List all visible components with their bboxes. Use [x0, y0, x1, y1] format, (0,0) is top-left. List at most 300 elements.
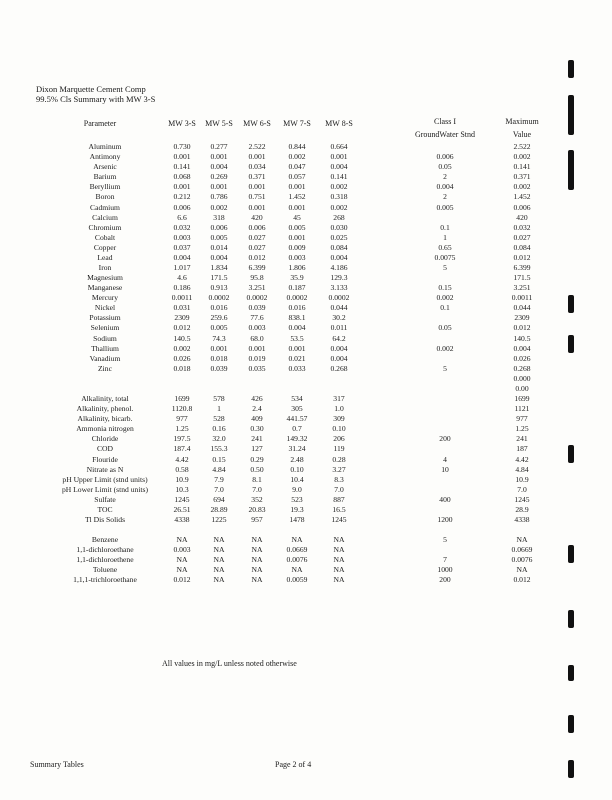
parameter-cell: Zinc	[98, 363, 112, 373]
parameter-cell: Lead	[97, 252, 113, 262]
value-cell: 0.371	[248, 172, 266, 182]
table-row	[0, 273, 612, 283]
value-cell: 3.133	[330, 283, 348, 293]
value-cell: 0.003	[248, 323, 266, 333]
value-cell: 0.003	[173, 545, 191, 555]
value-cell: 0.16	[212, 424, 226, 434]
value-cell: 0.031	[173, 303, 191, 313]
standard-cell: 5	[443, 363, 447, 373]
value-cell: NA	[251, 575, 263, 585]
value-cell: 0.001	[330, 152, 348, 162]
value-cell: 3.251	[248, 283, 266, 293]
value-cell: 28.89	[210, 504, 228, 514]
value-cell: 0.004	[330, 162, 348, 172]
value-cell: 127	[251, 444, 263, 454]
value-cell: 140.5	[173, 333, 191, 343]
table-row	[0, 364, 612, 374]
value-cell: 977	[176, 414, 188, 424]
value-cell: 1	[217, 404, 221, 414]
value-cell: 0.212	[173, 192, 191, 202]
value-cell: 441.57	[286, 414, 308, 424]
standard-cell: 0.002	[436, 293, 454, 303]
value-cell: 0.004	[330, 252, 348, 262]
value-cell: 0.001	[288, 202, 306, 212]
parameter-cell: COD	[96, 444, 114, 454]
value-cell: 8.3	[334, 474, 344, 484]
value-cell: 171.5	[210, 273, 228, 282]
parameter-cell: Mercury	[91, 293, 119, 303]
value-cell: NA	[213, 565, 225, 575]
value-cell: 32.0	[212, 434, 226, 444]
value-cell: 309	[333, 414, 345, 424]
value-cell: NA	[213, 535, 225, 545]
table-row	[0, 162, 612, 172]
standard-cell: 0.002	[436, 343, 454, 353]
value-cell: 0.026	[173, 353, 191, 363]
value-cell: 1.452	[288, 192, 306, 202]
table-row	[0, 434, 612, 444]
table-row	[0, 243, 612, 253]
parameter-cell: 1,1-dichloroethane	[76, 545, 134, 555]
table-row	[0, 505, 612, 515]
maximum-cell: 241	[516, 434, 528, 444]
binder-mark	[568, 60, 574, 78]
standard-cell: 5	[443, 535, 447, 545]
value-cell: 0.006	[210, 222, 228, 232]
value-cell: 409	[251, 414, 263, 424]
value-cell: 0.10	[290, 464, 304, 474]
col-header-parameter: Parameter	[83, 119, 117, 128]
value-cell: 0.004	[288, 323, 306, 333]
value-cell: 0.039	[210, 363, 228, 373]
maximum-cell: 140.5	[513, 333, 531, 343]
value-cell: 0.002	[173, 343, 191, 353]
value-cell: 0.005	[210, 323, 228, 333]
value-cell: 0.0669	[286, 545, 308, 555]
value-cell: NA	[333, 535, 345, 545]
value-cell: 2.522	[248, 142, 266, 151]
maximum-cell: 4.84	[515, 464, 529, 474]
value-cell: 7.0	[214, 484, 224, 494]
value-cell: 1.834	[210, 263, 228, 272]
value-cell: 0.006	[173, 202, 191, 212]
parameter-cell: Cobalt	[94, 232, 116, 242]
standard-cell: 0.1	[440, 303, 450, 313]
standard-cell: 0.15	[438, 283, 452, 293]
table-row	[0, 374, 612, 384]
value-cell: 6.6	[177, 212, 187, 222]
maximum-cell: 1245	[514, 494, 530, 504]
col-header-maximum-line2: Value	[512, 130, 532, 139]
value-cell: 197.5	[173, 434, 191, 444]
parameter-cell: Boron	[95, 192, 115, 202]
parameter-cell: Magnesium	[87, 273, 123, 282]
value-cell: 0.0002	[246, 293, 268, 303]
binder-mark	[568, 665, 574, 681]
value-cell: 0.027	[248, 232, 266, 242]
col-header-class1	[405, 117, 485, 140]
parameter-cell: 1,1-dichloroethene	[76, 555, 134, 565]
value-cell: 53.5	[290, 333, 304, 343]
value-cell: 0.021	[288, 353, 306, 363]
binder-mark	[568, 715, 574, 733]
table-row	[0, 233, 612, 243]
report-subtitle: 99.5% Cls Summary with MW 3-S	[36, 94, 156, 104]
table-row	[0, 414, 612, 424]
maximum-cell: 28.9	[515, 504, 529, 514]
standard-cell: 400	[439, 494, 451, 504]
table-row	[0, 323, 612, 333]
value-cell: NA	[291, 535, 303, 545]
binder-mark	[568, 760, 574, 778]
value-cell: 0.004	[210, 162, 228, 172]
parameter-cell: Iron	[98, 263, 112, 272]
maximum-cell: 1699	[514, 394, 530, 403]
value-cell: 4.6	[177, 273, 187, 282]
table-row	[0, 283, 612, 293]
value-cell: 0.730	[173, 142, 191, 151]
value-cell: 95.8	[250, 273, 264, 282]
value-cell: NA	[176, 535, 188, 545]
maximum-cell: 0.371	[513, 172, 531, 182]
value-cell: 0.016	[288, 303, 306, 313]
binder-mark	[568, 295, 574, 313]
parameter-cell: Ammonia nitrogen	[76, 424, 134, 434]
parameter-cell: Vanadium	[89, 353, 121, 363]
maximum-cell: 187	[516, 444, 528, 454]
value-cell: 64.2	[332, 333, 346, 343]
maximum-cell: 6.399	[513, 263, 531, 272]
parameter-cell: Sulfate	[94, 494, 116, 504]
table-row	[0, 384, 612, 394]
value-cell: NA	[333, 545, 345, 555]
value-cell: 4.42	[175, 454, 189, 464]
value-cell: 149.32	[286, 434, 308, 444]
value-cell: 578	[213, 394, 225, 403]
binder-mark	[568, 95, 574, 135]
value-cell: 1699	[174, 394, 190, 403]
value-cell: NA	[176, 555, 188, 565]
table-row	[0, 535, 612, 545]
parameter-cell: Cadmium	[90, 202, 120, 212]
value-cell: 4338	[174, 515, 190, 524]
value-cell: 1478	[289, 515, 305, 524]
maximum-cell: 0.044	[513, 303, 531, 313]
value-cell: 0.025	[330, 232, 348, 242]
value-cell: 0.913	[210, 283, 228, 293]
value-cell: NA	[333, 555, 345, 565]
col-header-mw3s: MW 3-S	[168, 119, 196, 128]
value-cell: 0.001	[248, 202, 266, 212]
value-cell: 1245	[331, 515, 347, 524]
table-row	[0, 515, 612, 525]
parameter-cell: Benzene	[91, 535, 119, 545]
value-cell: 0.001	[210, 343, 228, 353]
value-cell: NA	[213, 555, 225, 565]
maximum-cell: 4338	[514, 515, 530, 524]
parameter-cell: Alkalinity, phenol.	[76, 404, 134, 414]
value-cell: 1225	[211, 515, 227, 524]
value-cell: 26.51	[173, 504, 191, 514]
col-header-maximum-line1: Maximum	[505, 117, 539, 126]
value-cell: 0.001	[288, 182, 306, 192]
value-cell: 0.084	[330, 242, 348, 252]
value-cell: 8.1	[252, 474, 262, 484]
value-cell: NA	[176, 565, 188, 575]
maximum-cell: 1.452	[513, 192, 531, 202]
maximum-cell: 4.42	[515, 454, 529, 464]
value-cell: 0.003	[173, 232, 191, 242]
value-cell: 0.016	[210, 303, 228, 313]
value-cell: 0.15	[212, 454, 226, 464]
parameter-cell: Manganese	[87, 283, 123, 293]
table-row	[0, 424, 612, 434]
value-cell: 45	[293, 212, 301, 222]
standard-cell: 0.05	[438, 162, 452, 172]
footer-left: Summary Tables	[30, 760, 84, 769]
maximum-cell: 2309	[514, 313, 530, 323]
value-cell: 0.018	[173, 363, 191, 373]
parameter-cell: Barium	[93, 172, 117, 182]
value-cell: 7.0	[334, 484, 344, 494]
col-header-class1-line2: GroundWater Stnd	[414, 130, 475, 139]
parameter-cell: Calcium	[92, 212, 118, 222]
value-cell: 0.10	[332, 424, 346, 434]
value-cell: 0.187	[288, 283, 306, 293]
value-cell: 31.24	[288, 444, 306, 454]
value-cell: 20.83	[248, 504, 266, 514]
value-cell: 0.034	[248, 162, 266, 172]
value-cell: 206	[333, 434, 345, 444]
value-cell: 129.3	[330, 273, 348, 282]
maximum-cell: 0.00	[515, 383, 529, 393]
parameter-cell: Chromium	[88, 222, 122, 232]
value-cell: 0.141	[173, 162, 191, 172]
standard-cell: 7	[443, 555, 447, 565]
maximum-cell: 0.027	[513, 232, 531, 242]
maximum-cell: 0.006	[513, 202, 531, 212]
value-cell: 0.037	[173, 242, 191, 252]
standard-cell: 5	[443, 263, 447, 272]
value-cell: 0.047	[288, 162, 306, 172]
standard-cell: 200	[439, 434, 451, 444]
value-cell: 0.004	[210, 252, 228, 262]
table-row	[0, 182, 612, 192]
value-cell: 317	[333, 394, 345, 403]
value-cell: 0.027	[248, 242, 266, 252]
parameter-cell: Copper	[93, 242, 117, 252]
table-row	[0, 354, 612, 364]
maximum-cell: 2.522	[513, 142, 531, 151]
parameter-cell: Flouride	[92, 454, 118, 464]
company-title: Dixon Marquette Cement Comp	[36, 84, 146, 94]
value-cell: 3.27	[332, 464, 346, 474]
value-cell: 887	[333, 494, 345, 504]
value-cell: 30.2	[332, 313, 346, 323]
value-cell: 2.48	[290, 454, 304, 464]
maximum-cell: 0.0669	[511, 545, 533, 555]
value-cell: NA	[291, 565, 303, 575]
value-cell: 528	[213, 414, 225, 424]
maximum-cell: 0.012	[513, 575, 531, 585]
maximum-cell: 0.012	[513, 323, 531, 333]
value-cell: 6.399	[248, 263, 266, 272]
maximum-cell: 3.251	[513, 283, 531, 293]
value-cell: 0.003	[288, 252, 306, 262]
value-cell: 4.186	[330, 263, 348, 272]
parameter-cell: Arsenic	[93, 162, 117, 172]
table-row	[0, 344, 612, 354]
value-cell: 0.044	[330, 303, 348, 313]
value-cell: 0.0002	[208, 293, 230, 303]
value-cell: 0.141	[330, 172, 348, 182]
table-row	[0, 203, 612, 213]
table-row	[0, 263, 612, 273]
table-row	[0, 545, 612, 555]
value-cell: 1120.8	[171, 404, 193, 414]
value-cell: 0.004	[330, 343, 348, 353]
value-cell: 352	[251, 494, 263, 504]
value-cell: 0.018	[210, 353, 228, 363]
value-cell: 7.0	[252, 484, 262, 494]
value-cell: 1.25	[175, 424, 189, 434]
maximum-cell: 0.141	[513, 162, 531, 172]
standard-cell: 1	[443, 232, 447, 242]
value-cell: 1.017	[173, 263, 191, 272]
value-cell: 155.3	[210, 444, 228, 454]
value-cell: 0.012	[173, 323, 191, 333]
value-cell: 0.012	[248, 252, 266, 262]
maximum-cell: NA	[516, 565, 528, 575]
maximum-cell: 0.268	[513, 363, 531, 373]
value-cell: 268	[333, 212, 345, 222]
standard-cell: 0.005	[436, 202, 454, 212]
value-cell: 241	[251, 434, 263, 444]
value-cell: 0.58	[175, 464, 189, 474]
value-cell: 0.001	[210, 182, 228, 192]
page-number: Page 2 of 4	[275, 760, 312, 769]
maximum-cell: 7.0	[517, 484, 527, 494]
table-row	[0, 192, 612, 202]
parameter-cell: Selenium	[90, 323, 120, 333]
standard-cell: 0.05	[438, 323, 452, 333]
value-cell: 9.0	[292, 484, 302, 494]
binder-mark	[568, 545, 574, 563]
binder-mark	[568, 335, 574, 353]
standard-cell: 2	[443, 172, 447, 182]
value-cell: 0.002	[210, 202, 228, 212]
value-cell: 0.664	[330, 142, 348, 151]
col-header-maximum	[492, 117, 552, 140]
parameter-cell: Beryllium	[89, 182, 121, 192]
parameter-cell: TOC	[97, 504, 113, 514]
binder-mark	[568, 150, 574, 190]
table-row	[0, 303, 612, 313]
value-cell: 0.011	[330, 323, 348, 333]
value-cell: NA	[333, 575, 345, 585]
parameter-cell: Sodium	[93, 333, 117, 343]
standard-cell: 0.65	[438, 242, 452, 252]
value-cell: 35.9	[290, 273, 304, 282]
report-header	[36, 84, 155, 104]
parameter-cell: Alkalinity, total	[81, 394, 129, 403]
value-cell: NA	[251, 555, 263, 565]
table-row	[0, 213, 612, 223]
parameter-cell: Nickel	[94, 303, 116, 313]
value-cell: 0.002	[288, 152, 306, 162]
standard-cell: 0.0075	[434, 252, 456, 262]
parameter-cell: Nitrate as N	[86, 464, 124, 474]
value-cell: 0.28	[332, 454, 346, 464]
value-cell: 1245	[174, 494, 190, 504]
value-cell: 2.4	[252, 404, 262, 414]
parameter-cell: pH Upper Limit (stnd units)	[62, 474, 148, 484]
parameter-cell: Antimony	[89, 152, 121, 162]
value-cell: 10.3	[175, 484, 189, 494]
maximum-cell: 1121	[514, 404, 530, 414]
table-row	[0, 485, 612, 495]
table-row	[0, 253, 612, 263]
value-cell: 0.001	[248, 343, 266, 353]
value-cell: NA	[251, 565, 263, 575]
value-cell: 0.29	[250, 454, 264, 464]
value-cell: 0.844	[288, 142, 306, 151]
value-cell: 523	[291, 494, 303, 504]
maximum-cell: 420	[516, 212, 528, 222]
maximum-cell: 977	[516, 414, 528, 424]
maximum-cell: 0.084	[513, 242, 531, 252]
standard-cell: 1000	[437, 565, 453, 575]
standard-cell: 1200	[437, 515, 453, 524]
units-note: All values in mg/L unless noted otherwise	[162, 659, 297, 668]
value-cell: 426	[251, 394, 263, 403]
maximum-cell: NA	[516, 535, 528, 545]
maximum-cell: 1.25	[515, 424, 529, 434]
col-header-mw8s: MW 8-S	[325, 119, 353, 128]
maximum-cell: 10.9	[515, 474, 529, 484]
value-cell: 0.001	[173, 152, 191, 162]
parameter-cell: Tl Dis Solids	[84, 515, 126, 524]
table-row	[0, 565, 612, 575]
table-row	[0, 394, 612, 404]
value-cell: 0.019	[248, 353, 266, 363]
value-cell: NA	[251, 545, 263, 555]
value-cell: NA	[213, 575, 225, 585]
table-row	[0, 444, 612, 454]
table-row	[0, 313, 612, 323]
value-cell: 838.1	[288, 313, 306, 323]
value-cell: 0.30	[250, 424, 264, 434]
value-cell: 16.5	[332, 504, 346, 514]
maximum-cell: 171.5	[513, 273, 531, 282]
col-header-mw7s: MW 7-S	[283, 119, 311, 128]
value-cell: NA	[251, 535, 263, 545]
value-cell: 0.001	[173, 182, 191, 192]
value-cell: 0.002	[330, 202, 348, 212]
col-header-mw5s: MW 5-S	[205, 119, 233, 128]
value-cell: 4.84	[212, 464, 226, 474]
value-cell: 0.014	[210, 242, 228, 252]
value-cell: 0.7	[292, 424, 302, 434]
value-cell: 957	[251, 515, 263, 524]
binder-mark	[568, 445, 574, 463]
table-row	[0, 475, 612, 485]
value-cell: 74.3	[212, 333, 226, 343]
table-row	[0, 455, 612, 465]
value-cell: 0.012	[173, 575, 191, 585]
value-cell: 420	[251, 212, 263, 222]
value-cell: 0.0059	[286, 575, 308, 585]
